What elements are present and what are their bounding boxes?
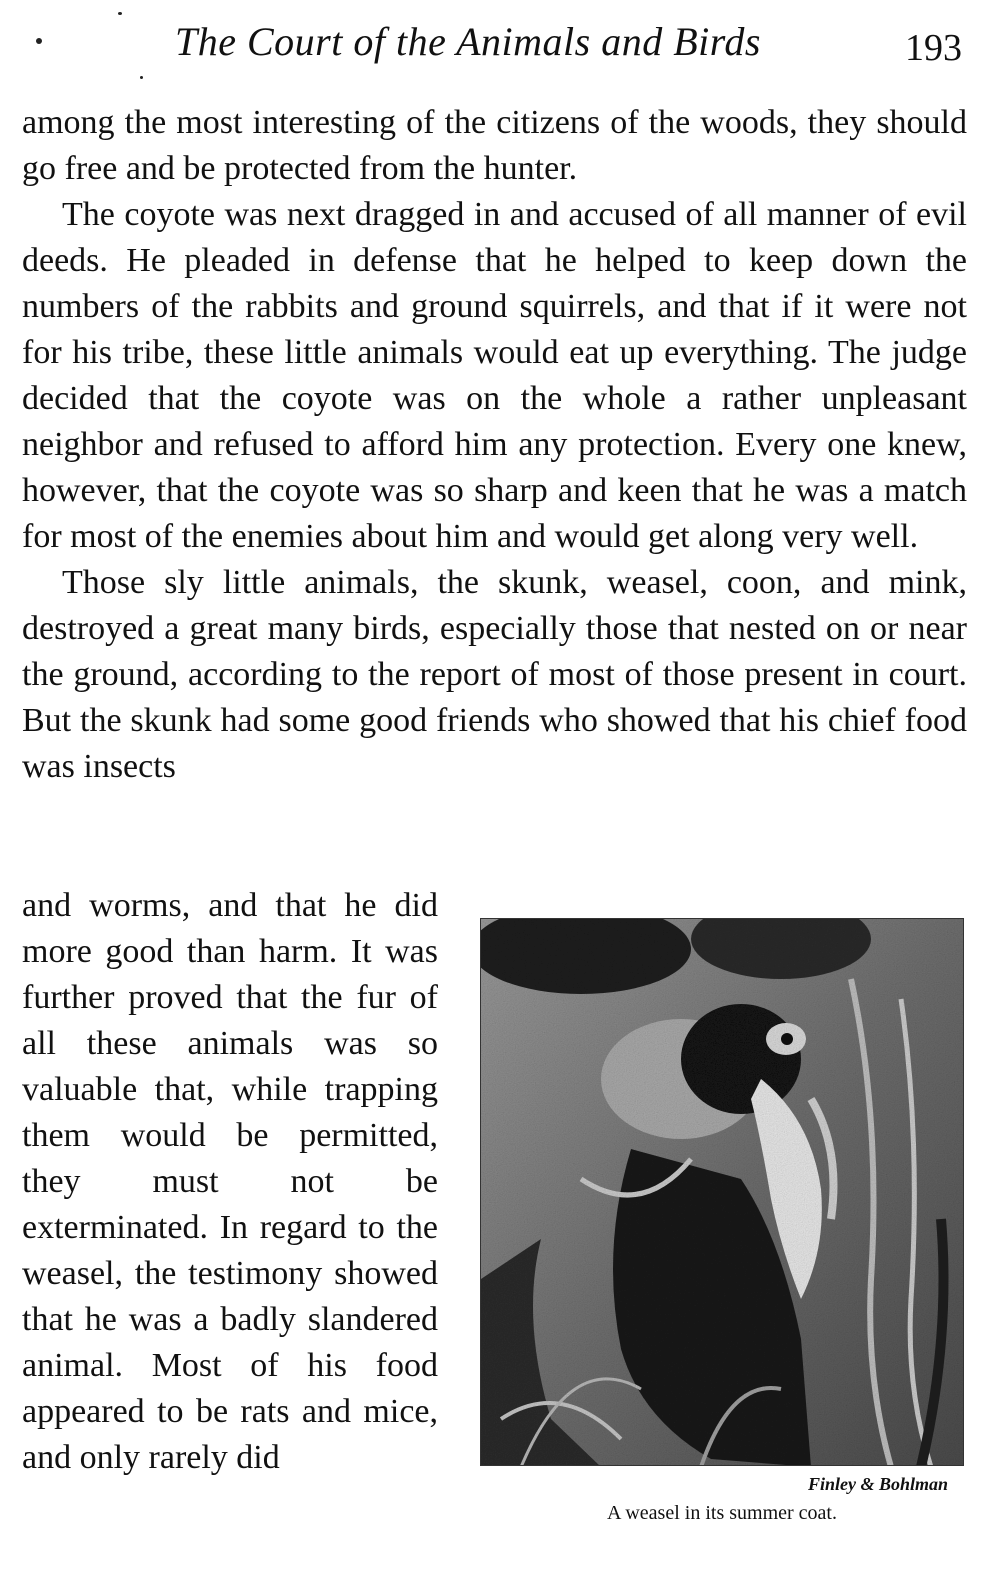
paragraph-coyote: The coyote was next dragged in and accused of all manner of evil deeds. He pleaded in defense that he helped to keep down the numbers of the rabbits and ground squirrels, and that if it were not for his tribe, these little animals would eat up everything. The judge decided that the coyote was on the whole a rather unpleasant neighbor and refused to afford him any protection. Every one knew, however, that the coyote was so sharp and keen that he was a match for most of the enemies about him and would get along very well. [22,196,967,555]
paragraph-skunk: Those sly little animals, the skunk, weasel, coon, and mink, destroyed a great many birds, especially those that nested on or near the ground, according to the report of most of those present in court. But the skunk had some good friends who showed that his chief food was insects [22,564,967,785]
print-speck [140,76,143,79]
page-number: 193 [905,27,962,69]
photo-credit: Finley & Bohlman [807,1474,948,1494]
weasel-photograph [480,918,964,1466]
body-text [22,100,967,790]
wrapped-paragraph-text: and worms, and that he did more good than harm. It was further proved that the fur of all these animals was so valuable that, while trapping them would be permitted, they must not be exterminated. In regard to the weasel, the testimony showed that he was a badly slandered animal. Most of his food appeared to be rats and mice, and only rarely did [22,887,438,1476]
print-speck [36,38,42,44]
print-speck [118,12,122,15]
figure [480,918,964,1548]
running-title: The Court of the Animals and Birds [175,19,761,64]
figure-caption: A weasel in its summer coat. [607,1502,837,1524]
running-header [0,18,1000,78]
weasel-photo-illustration [481,919,964,1466]
paragraph-continued: among the most interesting of the citizens of the woods, they should go free and be protected from the hunter. [22,104,967,187]
